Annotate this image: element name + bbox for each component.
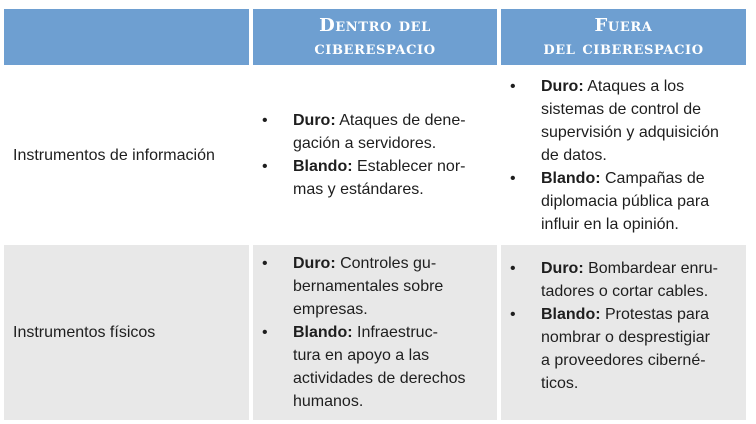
bullet-list [501,75,719,236]
cell-physical-inside [253,245,497,420]
term-label: Duro: [541,77,584,95]
bullet-icon: • [262,112,268,129]
list-item: • Blando: Establecer nor- mas y estándares. [253,155,466,201]
list-item: • Duro: Ataques de dene- gación a servidores. [253,109,466,155]
header-outside-line2: del ciberespacio [543,38,704,59]
term-label: Duro: [293,255,336,272]
bullet-icon: • [262,255,268,272]
term-label: Duro: [293,112,336,129]
term-label: Duro: [541,260,584,277]
list-item: • Duro: Controles gu- bernamentales sobre empresas. [253,252,466,321]
bullet-icon: • [262,324,268,341]
term-label: Blando: [293,324,353,341]
cell-information-outside [501,69,746,241]
row-label-physical [4,245,249,420]
header-inside-line1: Dentro del [319,15,431,36]
bullet-list [253,109,466,201]
bullet-icon: • [510,306,516,323]
list-item: • Blando: Infraestruc- tura en apoyo a las actividades de derechos humanos. [253,321,466,413]
bullet-list [253,252,466,413]
list-item: • Blando: Campañas de diplomacia pública para influir en la opinión. [501,167,719,236]
header-outside-line1: Fuera [594,15,653,36]
header-outside-cyberspace [501,9,746,65]
list-item: • Duro: Bombardear enru- tadores o cortar cables. [501,257,718,303]
list-item: • Blando: Protestas para nombrar o desprestigiar a proveedores ciberné- ticos. [501,303,718,395]
term-label: Blando: [541,306,601,323]
bullet-icon: • [510,260,516,277]
row-label-text: Instrumentos físicos [13,324,156,341]
list-item: • Duro: Ataques a los sistemas de control de supervisión y adquisición de datos. [501,75,719,167]
cell-information-inside [253,69,497,241]
bullet-icon: • [510,169,516,187]
header-blank-cell [4,9,249,65]
row-label-text: Instrumentos de información [13,146,215,164]
header-inside-line2: ciberespacio [314,38,436,59]
bullet-icon: • [262,158,268,175]
cell-physical-outside [501,245,746,420]
term-label: Blando: [293,158,353,175]
term-label: Blando: [541,169,601,187]
bullet-icon: • [510,77,516,95]
header-inside-cyberspace [253,9,497,65]
bullet-list [501,257,718,395]
row-label-information [4,69,249,241]
